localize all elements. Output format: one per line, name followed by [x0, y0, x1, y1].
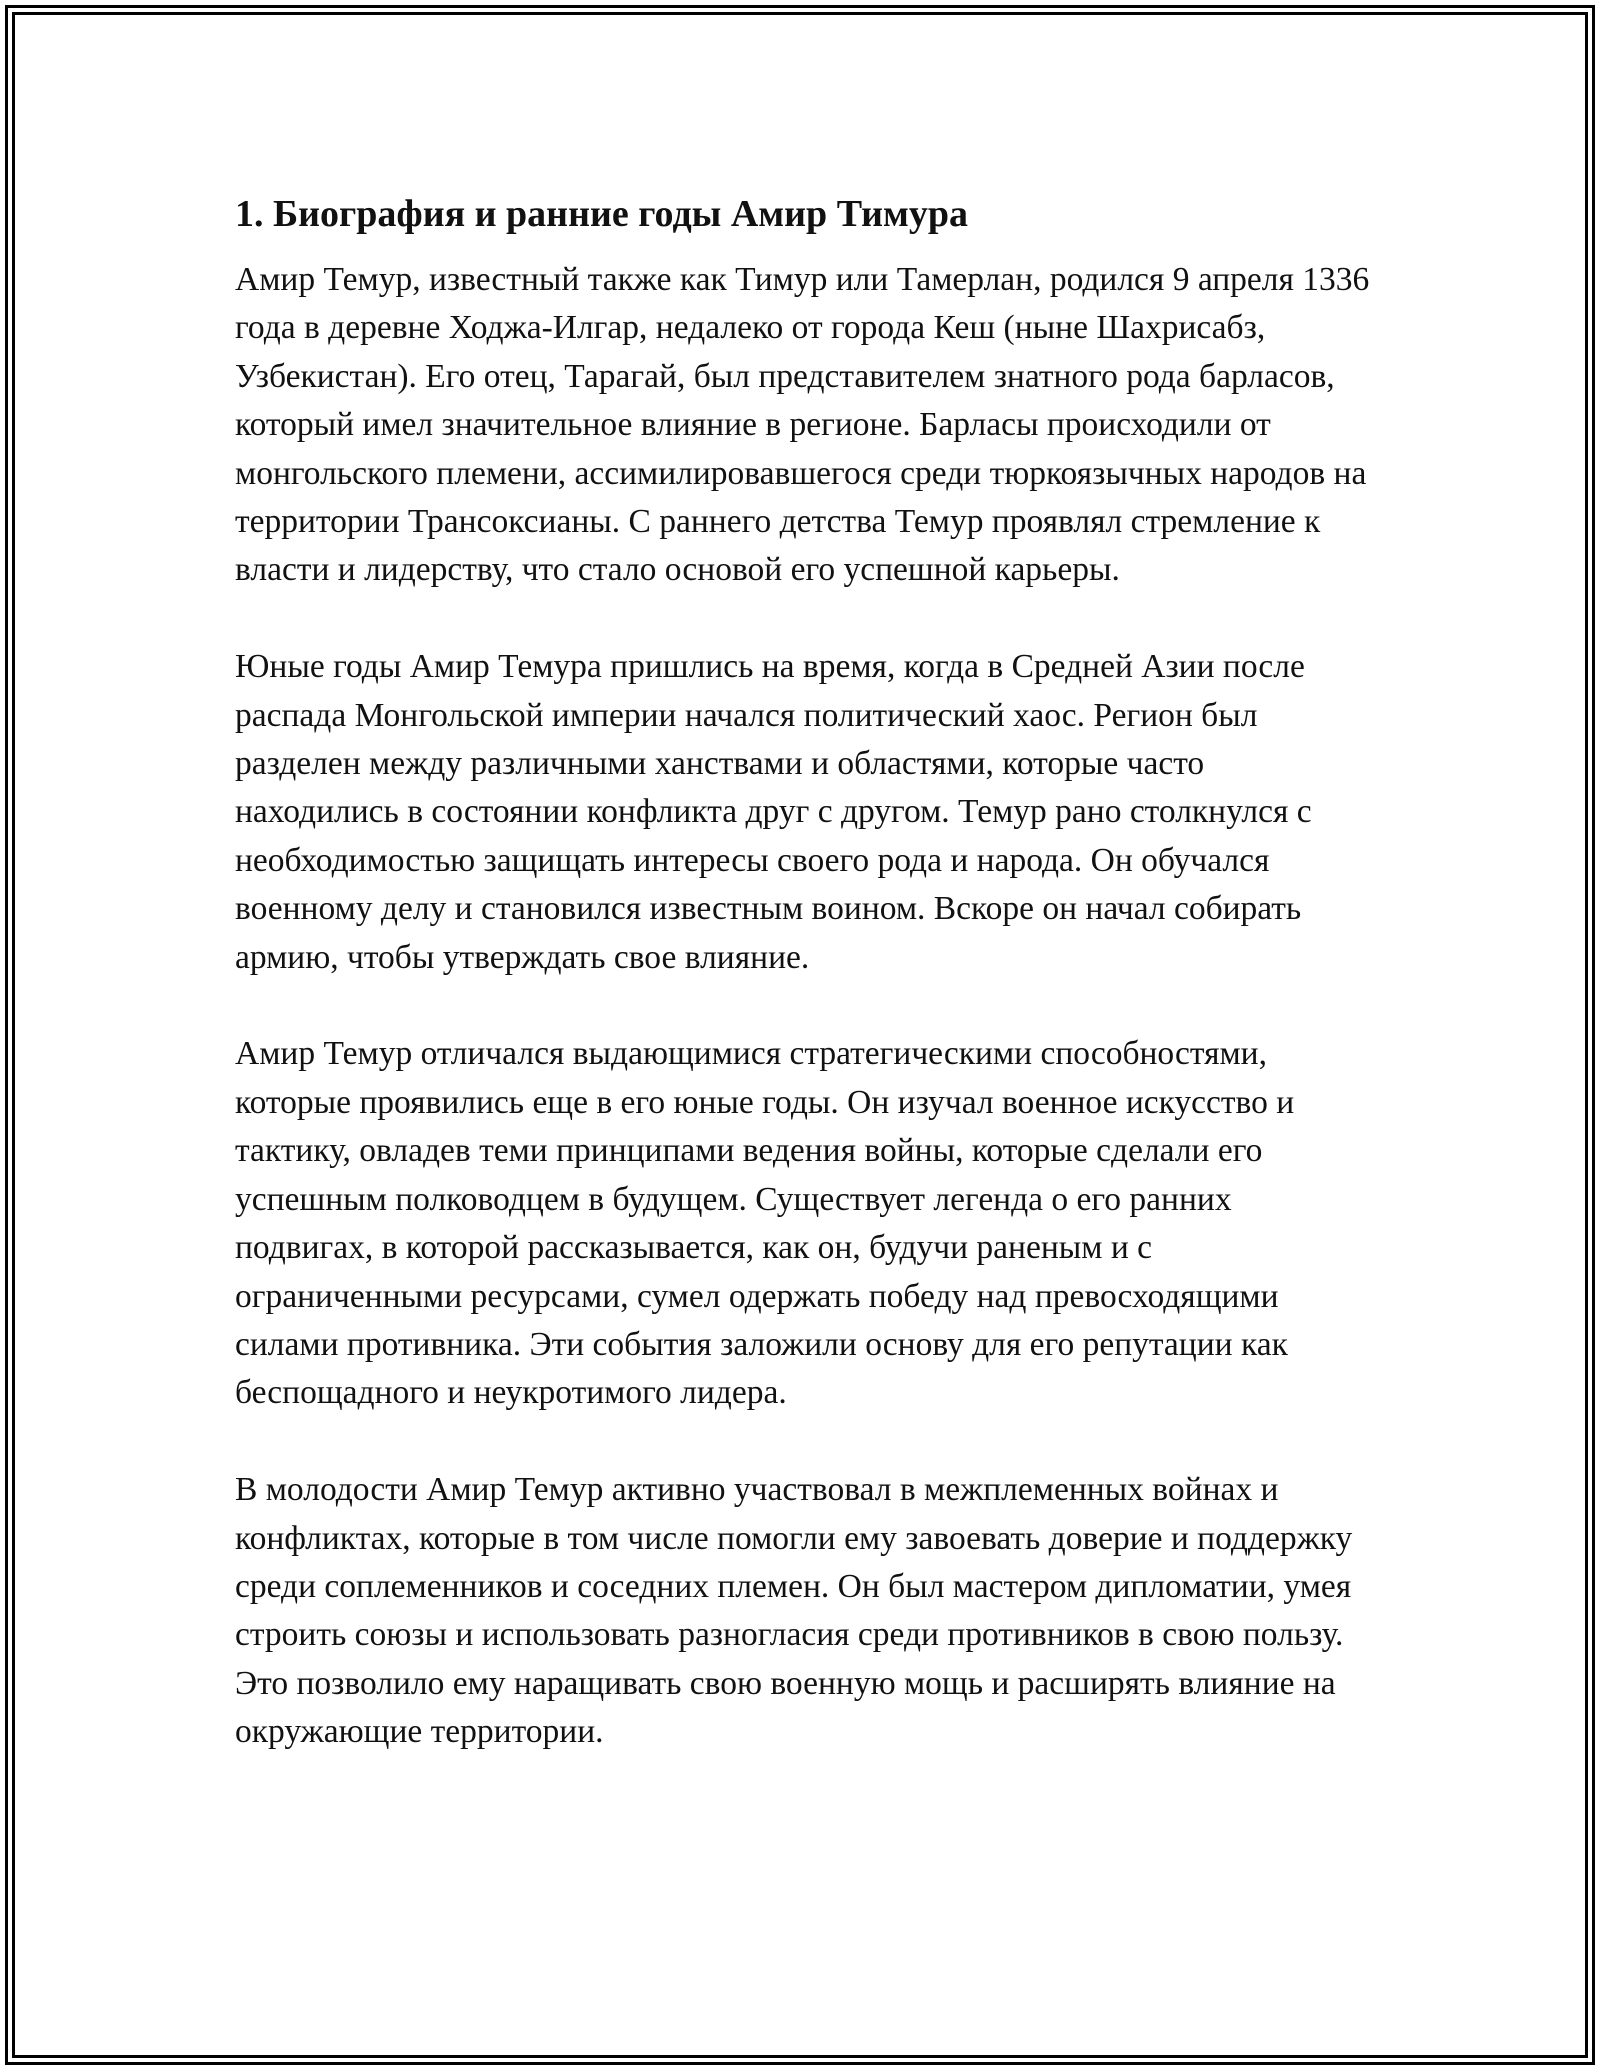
document-body [235, 186, 1375, 1805]
section-heading: 1. Биография и ранние годы Амир Тимура [235, 193, 969, 235]
paragraph-4: В молодости Амир Темур активно участвовал в межплеменных войнах и конфликтах, которые в том числе помогли ему завоевать доверие и поддержку среди соплеменников и соседних племен. Он был мастером дипломатии, умея строить союзы и использовать разногласия среди противников в свою пользу. Это позволило ему наращивать свою военную мощь и расширять влияние на окружающие территории. [235, 1471, 1353, 1751]
paragraph-2: Юные годы Амир Темура пришлись на время, когда в Средней Азии после распада Монгольской империи начался политический хаос. Регион был разделен между различными ханствами и областями, которые часто находились в состоянии конфликта друг с другом. Темур рано столкнулся с необходимостью защищать интересы своего рода и народа. Он обучался военному делу и становился известным воином. Вскоре он начал собирать армию, чтобы утверждать свое влияние. [235, 648, 1312, 976]
paragraph-3: Амир Темур отличался выдающимися стратегическими способностями, которые проявились еще в его юные годы. Он изучал военное искусство и тактику, овладев теми принципами ведения войны, которые сделали его успешным полководцем в будущем. Существует легенда о его ранних подвигах, в которой рассказывается, как он, будучи раненым и с ограниченными ресурсами, сумел одержать победу над превосходящими силами противника. Эти события заложили основу для его репутации как беспощадного и неукротимого лидера. [235, 1035, 1295, 1412]
paragraph-1: Амир Темур, известный также как Тимур или Тамерлан, родился 9 апреля 1336 года в деревне Ходжа-Илгар, недалеко от города Кеш (ныне Шахрисабз, Узбекистан). Его отец, Тарагай, был представителем знатного рода барласов, который имел значительное влияние в регионе. Барласы происходили от монгольского племени, ассимилировавшегося среди тюркоязычных народов на территории Трансоксианы. С раннего детства Темур проявлял стремление к власти и лидерству, что стало основой его успешной карьеры. [235, 261, 1370, 589]
